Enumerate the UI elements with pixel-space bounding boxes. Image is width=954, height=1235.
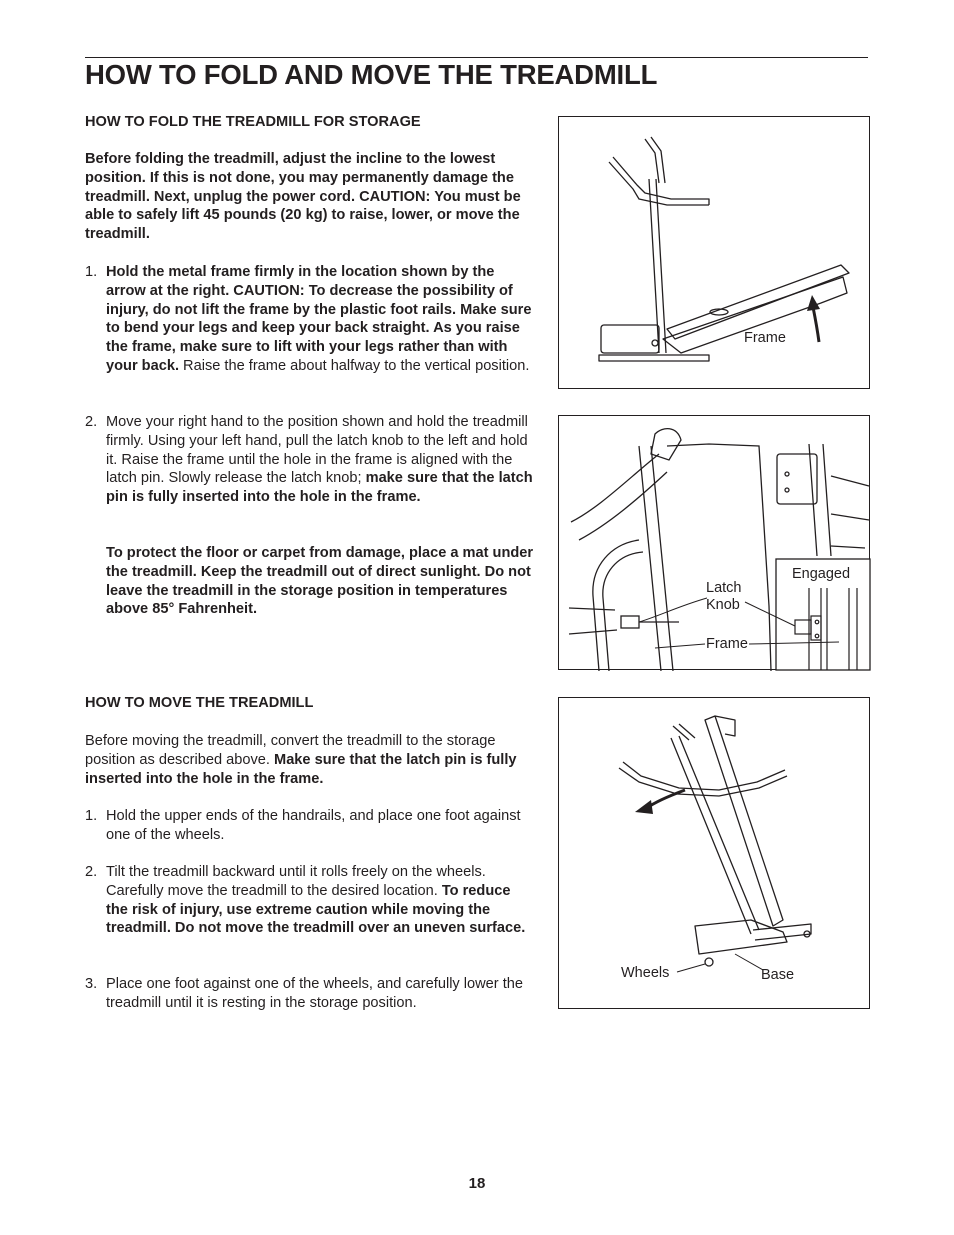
step-number: 1. [85,808,98,824]
step-bold-text: To reduce the risk of injury, use extreme caution while moving the treadmill. Do not move the treadmill over an uneven surface. [106,882,526,937]
fold-step-1 [85,263,535,376]
base-label: Base [761,967,795,983]
treadmill-raise-illustration [559,117,871,390]
step-text: Place one foot against one of the wheels, and carefully lower the treadmill until it is resting in the storage position. [106,976,523,1011]
fold-intro: Before folding the treadmill, adjust the incline to the lowest position. If this is not done, you may permanently damage the treadmill. Next, unplug the power cord. CAUTION: You must be able to safely lift 45 pounds (20 kg) to raise, lower, or move the treadmill. [85,151,521,243]
frame-label: Frame [706,636,748,652]
move-heading: HOW TO MOVE THE TREADMILL [85,695,314,711]
latch-label-line1: Latch [706,580,742,596]
wheel-shape [705,958,713,966]
step-bold-text: make sure that the latch pin is fully inserted into the hole in the frame. [106,470,533,506]
fold-heading: HOW TO FOLD THE TREADMILL FOR STORAGE [85,114,421,130]
move-step-1 [85,807,535,845]
lift-arrow-line [813,307,819,342]
step-bold-text: Hold the metal frame firmly in the location shown by the arrow at the right. CAUTION: To decrease the possibility of injury, do not lift the frame by the plastic foot rails. Make sure to bend your legs and keep your back straight. As you raise the frame, make sure to lift with your legs rather than with your back. [106,264,532,374]
tilt-arrow-head [635,800,653,814]
frame-label: Frame [744,330,786,346]
move-intro-bold: Make sure that the latch pin is fully inserted into the hole in the frame. [85,751,517,787]
engaged-label: Engaged [792,566,851,582]
move-intro [85,732,535,788]
fold-storage-note [85,544,535,619]
move-intro-text: Before moving the treadmill, convert the treadmill to the storage position as described above. [85,733,496,768]
step-text: Hold the upper ends of the handrails, and place one foot against one of the wheels. [106,808,521,843]
figure-latch [558,415,870,670]
move-step-2 [85,863,535,938]
step-text: Move your right hand to the position shown and hold the treadmill firmly. Using your left hand, pull the latch knob to the left and hold it. Raise the frame until the hole in the frame is aligned with the latch pin. Slowly release the latch knob; [106,414,528,487]
hand-shape [651,429,681,460]
step-text: Raise the frame about halfway to the vertical position. [179,357,530,374]
step-number: 2. [85,414,98,430]
motor-hood-shape [601,325,659,353]
latch-illustration [559,416,871,671]
step-number: 2. [85,864,98,880]
latch-label-line2: Knob [706,597,740,613]
treadmill-move-illustration [559,698,871,1010]
figure-raise-frame [558,116,870,389]
page-number: 18 [468,1175,486,1192]
lift-arrow-head [807,295,820,311]
figure-move [558,697,870,1009]
step-text: Tilt the treadmill backward until it rolls freely on the wheels. Carefully move the treadmill to the desired location. [106,864,486,899]
move-step-3 [85,975,535,1013]
latch-knob-shape [621,616,639,628]
storage-note-text: To protect the floor or carpet from damage, place a mat under the treadmill. Keep the treadmill out of direct sunlight. Do not leave the treadmill in the storage position in temperatures above 85° Fahrenheit. [106,545,534,618]
fold-step-2 [85,413,535,507]
wheels-label: Wheels [621,965,670,981]
step-number: 1. [85,264,98,280]
step-number: 3. [85,976,98,992]
tilt-arrow-line [647,790,685,808]
page-title: HOW TO FOLD AND MOVE THE TREADMILL [85,59,658,90]
